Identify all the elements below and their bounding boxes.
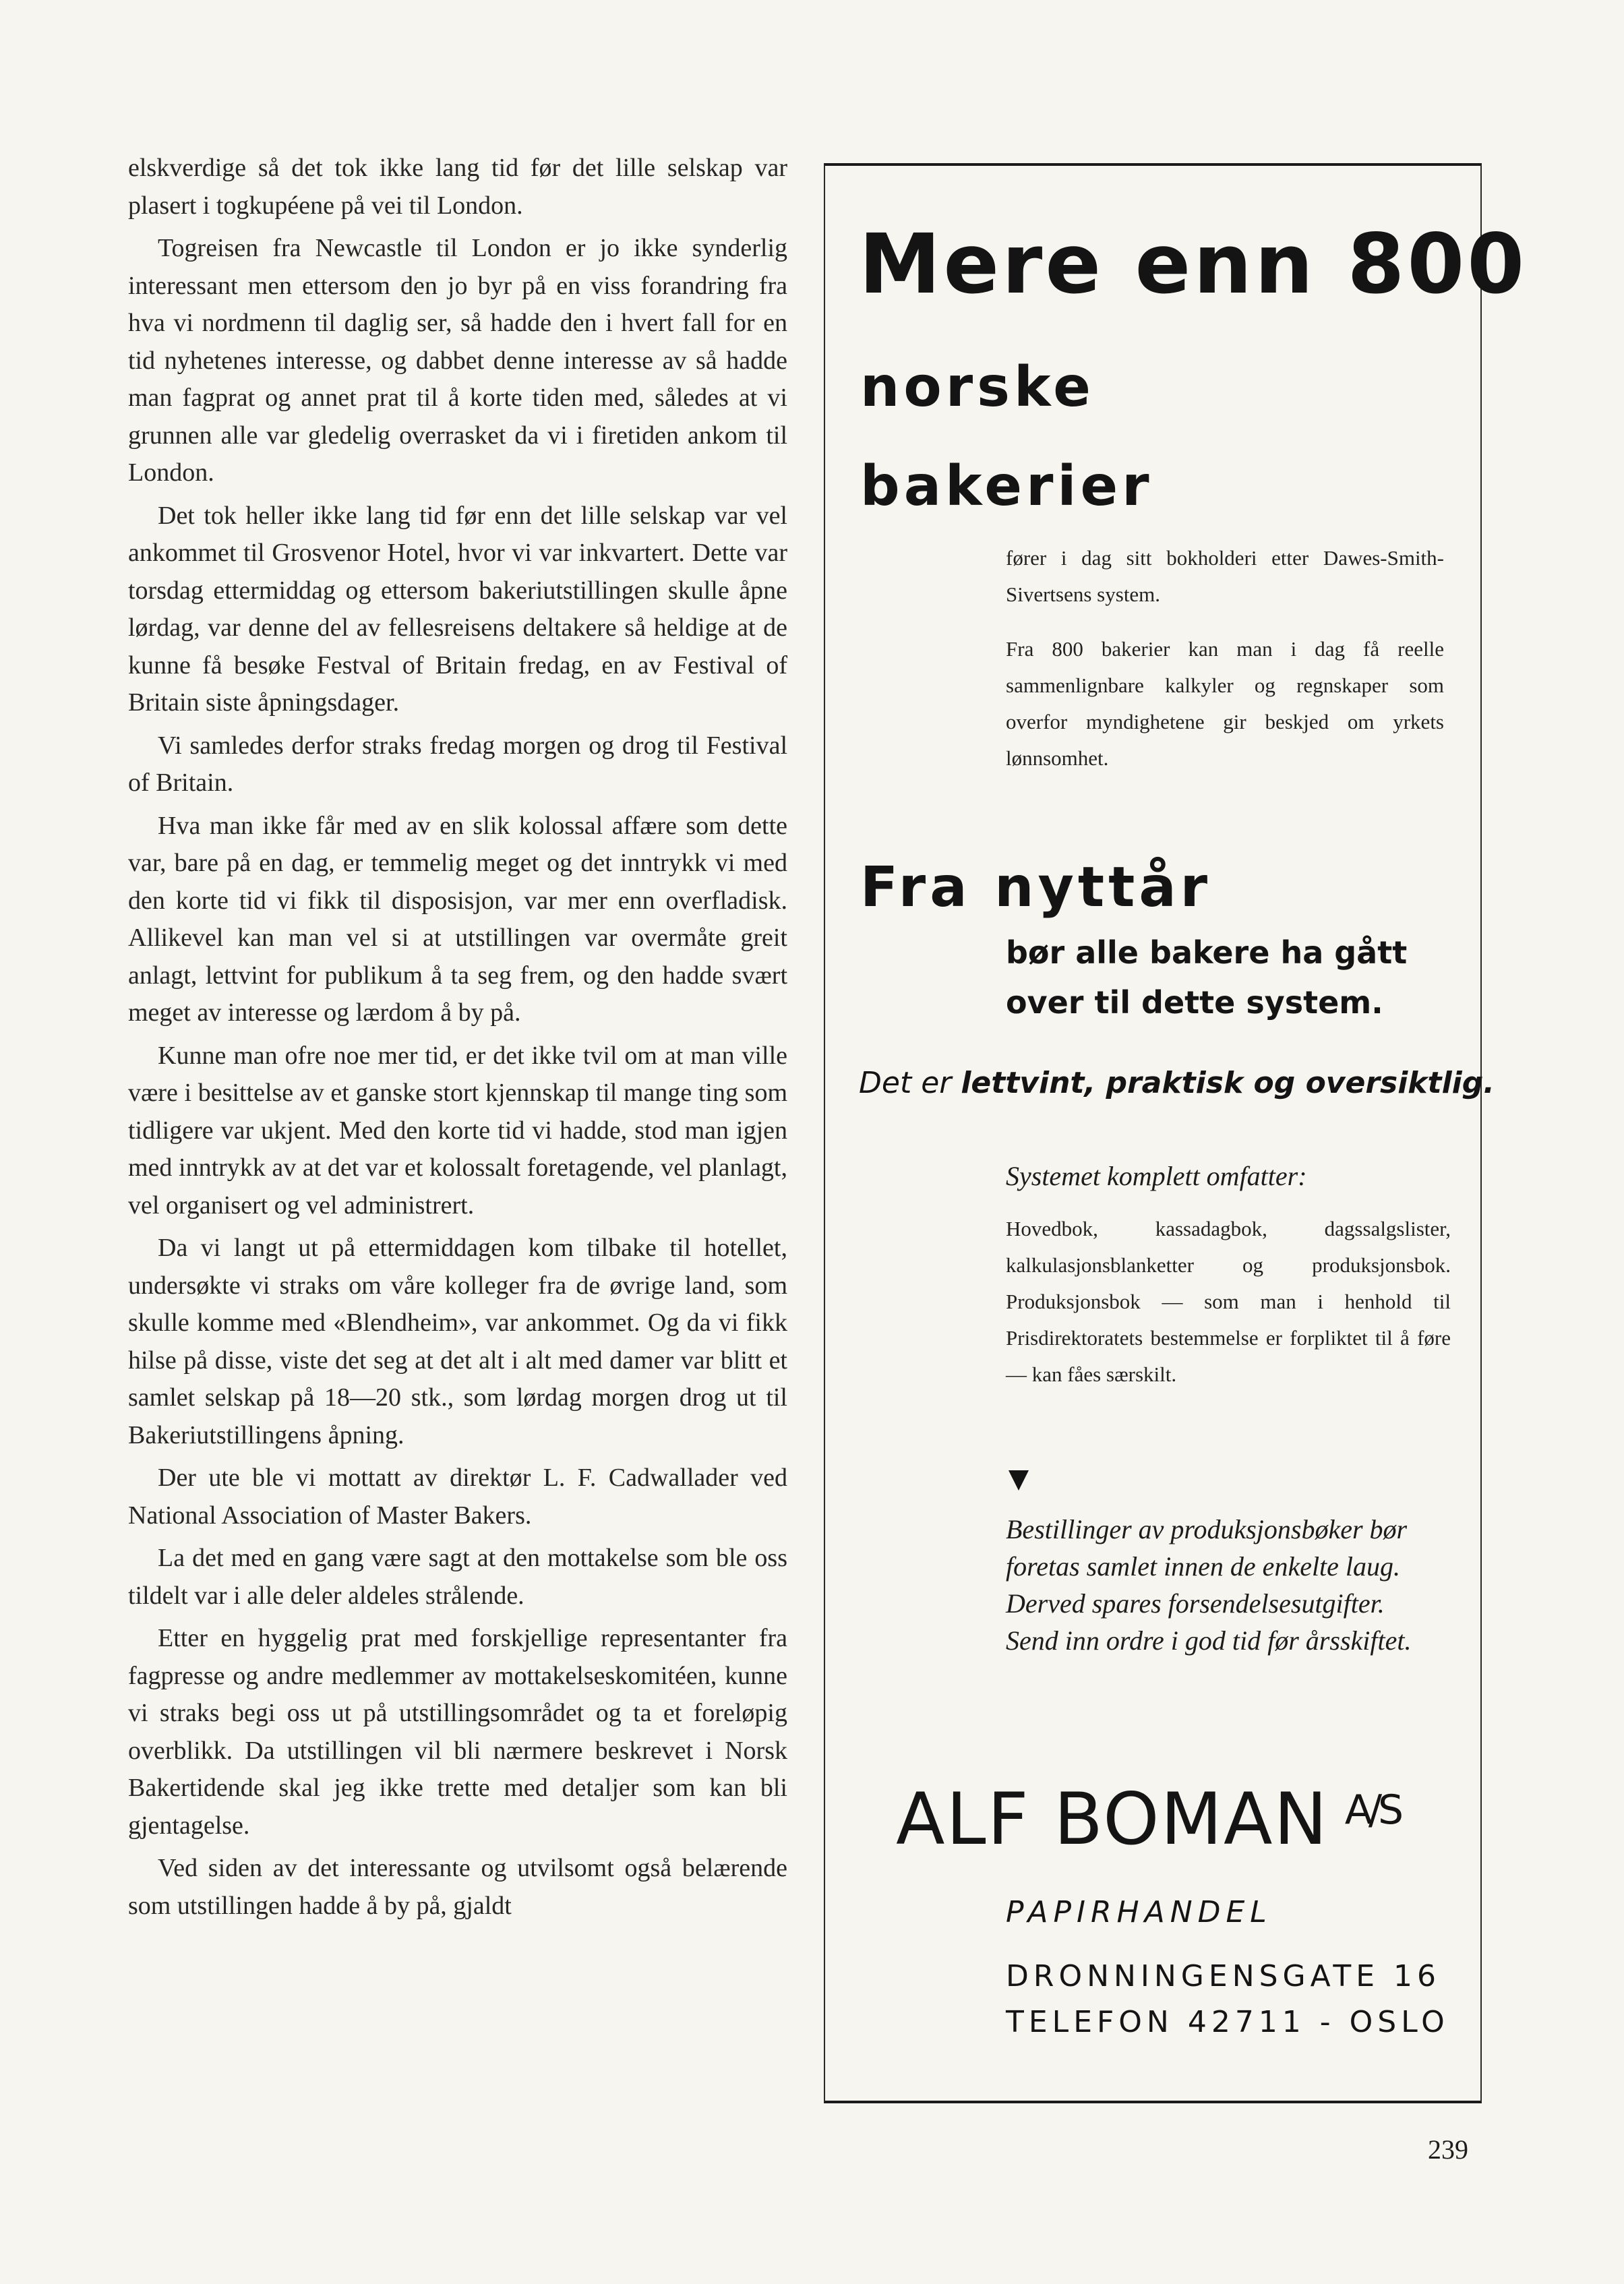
ad-systemet-body — [1006, 1211, 1451, 1393]
ad-slogan-prefix: Det er — [859, 1066, 961, 1100]
page-number: 239 — [1428, 2134, 1468, 2165]
ad-subheadline-bakerier: bakerier — [860, 454, 1153, 518]
ad-fra-nyttar-heading: Fra nyttår — [860, 855, 1212, 920]
ad-bestilling-paragraph-1: Bestillinger av produksjonsbøker bør foretas samlet innen de enkelte laug. Derved spares forsendelsesutgifter. — [1006, 1514, 1408, 1619]
ad-phone: TELEFON 42711 - OSLO — [1006, 2005, 1449, 2039]
ad-slogan — [859, 1066, 1495, 1102]
article-paragraph: Det tok heller ikke lang tid før enn det lille selskap var vel ankommet til Grosvenor Hotel, hvor vi var inkvartert. Dette var torsdag ettermiddag og ettersom bakeriutstillingen skulle åpne lørdag, var denne del av fellesreisens deltakere så heldige at de kunne få besøke Festval of Britain fredag, en av Festival of Britain siste åpningsdager. — [128, 501, 787, 717]
ad-slogan-bold: lettvint, praktisk og oversiktlig. — [961, 1066, 1495, 1100]
triangle-down-icon — [1009, 1470, 1029, 1491]
ad-headline: Mere enn 800 — [859, 216, 1528, 312]
ad-bor-alle-line-1: bør alle bakere ha gått — [1006, 934, 1408, 971]
ad-company-name-text: ALF BOMAN — [896, 1778, 1329, 1861]
article-paragraph: Etter en hyggelig prat med forskjellige representanter fra fagpresse og andre medlemmer av mottakelseskomitéen, kunne vi straks begi oss ut på utstillingsområdet og ta et foreløpig overblikk. Da utstillingen vil bli nærmere beskrevet i Norsk Bakertidende skal jeg ikke trette med detaljer som kan bli gjentagelse. — [128, 1624, 787, 1840]
ad-address: DRONNINGENSGATE 16 — [1006, 1959, 1441, 1993]
ad-company-name — [896, 1778, 1400, 1861]
ad-bestilling-paragraph-2: Send inn ordre i god tid før årsskiftet. — [1006, 1625, 1412, 1656]
article-paragraph: elskverdige så det tok ikke lang tid før det lille selskap var plasert i togkupéene på vei til London. — [128, 154, 787, 220]
article-paragraph: Da vi langt ut på ettermiddagen kom tilbake til hotellet, undersøkte vi straks om våre kolleger fra de øvrige land, som skulle komme med «Blendheim», var ankommet. Og da vi fikk hilse på disse, viste det seg at det alt i alt med damer var blitt et samlet selskap på 18—20 stk., som lørdag morgen drog ut til Bakeriutstillingens åpning. — [128, 1234, 787, 1449]
ad-intro-text — [1006, 540, 1444, 613]
ad-company-type: PAPIRHANDEL — [1006, 1895, 1272, 1929]
ad-bestilling-block — [1006, 1511, 1447, 1659]
ad-intro-text-2 — [1006, 631, 1444, 777]
ad-bor-alle-line-2: over til dette system. — [1006, 984, 1383, 1021]
article-paragraph: La det med en gang være sagt at den mottakelse som ble oss tildelt var i alle deler aldeles strålende. — [128, 1544, 787, 1610]
article-column — [128, 150, 787, 1930]
article-paragraph: Der ute ble vi mottatt av direktør L. F. Cadwallader ved National Association of Master Bakers. — [128, 1464, 787, 1530]
article-paragraph: Vi samledes derfor straks fredag morgen og drog til Festival of Britain. — [128, 731, 787, 797]
ad-systemet-paragraph: Hovedbok, kassadagbok, dagssalgslister, kalkulasjonsblanketter og produksjonsbok. Produksjonsbok — som man i henhold til Prisdirektoratets bestemmelse er forpliktet til å føre — kan fåes særskilt. — [1006, 1217, 1451, 1386]
ad-intro-paragraph: fører i dag sitt bokholderi etter Dawes-Smith-Sivertsens system. — [1006, 546, 1444, 606]
article-paragraph: Kunne man ofre noe mer tid, er det ikke tvil om at man ville være i besittelse av et ganske stort kjennskap til mange ting som tidligere var ukjent. Med den korte tid vi hadde, stod man igjen med inntrykk av at det var et kolossalt foretagende, vel planlagt, vel organisert og vel administrert. — [128, 1041, 787, 1220]
ad-subheadline-norske: norske — [860, 355, 1095, 419]
ad-systemet-title: Systemet komplett omfatter: — [1006, 1161, 1307, 1191]
article-paragraph: Togreisen fra Newcastle til London er jo ikke synderlig interessant men ettersom den jo byr på en viss forandring fra hva vi nordmenn til daglig ser, så hadde den i hvert fall for en tid nyhetenes interesse, og dabbet denne interesse av så hadde man fagprat og annet prat til å korte tiden med, således at vi grunnen alle var gledelig overrasket da vi i firetiden ankom til London. — [128, 234, 787, 487]
ad-intro-paragraph-2: Fra 800 bakerier kan man i dag få reelle sammenlignbare kalkyler og regnskaper som overfor myndighetene gir beskjed om yrkets lønnsomhet. — [1006, 637, 1444, 770]
ad-bor-alle-block — [1006, 928, 1464, 1027]
article-paragraph: Ved siden av det interessante og utvilsomt også belærende som utstillingen hadde å by på, gjaldt — [128, 1854, 787, 1920]
article-paragraph: Hva man ikke får med av en slik kolossal affære som dette var, bare på en dag, er temmelig meget og det inntrykk vi med den korte tid vi fikk til disposisjon, var mer enn overfladisk. Allikevel kan man vel si at utstillingen var overmåte greit anlagt, lettvint for publikum å ta seg frem, og den hadde svært meget av interesse og lærdom å by på. — [128, 811, 787, 1027]
ad-company-suffix: A/S — [1344, 1786, 1400, 1834]
advertisement-box — [824, 163, 1528, 2103]
